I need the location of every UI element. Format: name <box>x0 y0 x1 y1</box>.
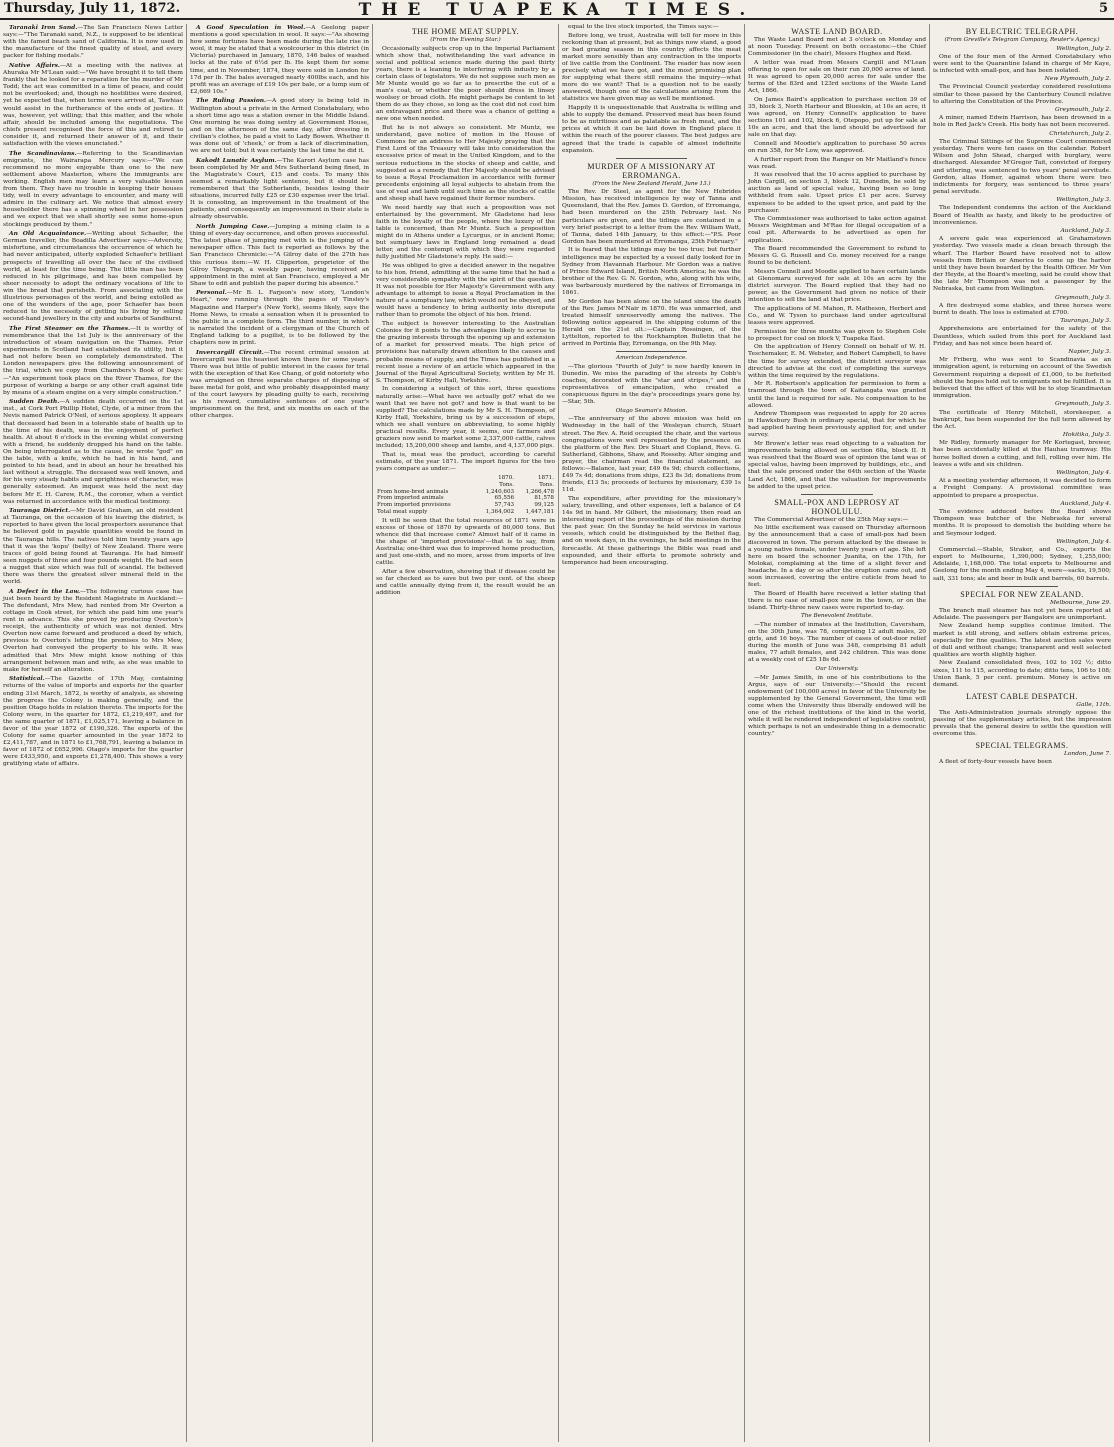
news-item <box>190 24 369 96</box>
news-item <box>190 223 369 288</box>
news-item <box>3 507 183 586</box>
meat-supply-table <box>376 475 555 516</box>
telegram-text: A severe gale was experienced at Grahamstown yesterday. Two vessels made a clean breach through the wharf. The Harbor Board have resolved not to allow vessels from Britain or America to come up the harbor until they have been boarded by the Health Officer. Mr Von der Heyde, at the Board's meeting, said he could show that the late Mr Thompson was not a passenger by the Nebraska, but came from Wellington. <box>933 236 1111 292</box>
column-5 <box>744 24 929 1442</box>
table-cell: 99,125 <box>534 502 554 509</box>
telegram-text: Mr Friberg, who was sent to Scandinavia as an immigration agent, is returning on account of the Swedish Government requiring a deposit of £1,000, to be forfeited should the hopes held out to emigrants not be fulfilled. It is believed that the effect of this will be to stop Scandinavian immigration. <box>933 357 1111 399</box>
paragraph: Connell and Moodie's application to purchase 50 acres on run 358, for Mr Low, was approved. <box>748 140 926 154</box>
paragraph: Andrew Thompson was requested to apply for 20 acres in Hawksbury Bush in ordinary special, that for which he had applied having been previously applied for, and under survey. <box>748 411 926 439</box>
telegram-dateline: London, June 7. <box>1063 751 1111 758</box>
paragraph: The Waste Land Board met at 3 o'clock on Monday and at noon Tuesday. Present on both occasions:—the Chief Commissioner (in the chair), Messrs Hughes and Reid. <box>748 37 926 58</box>
table-cell: 57,743 <box>494 502 515 509</box>
column-2 <box>186 24 372 1442</box>
newspaper-title: THE TUAPEKA TIMES. <box>358 0 756 20</box>
table-header-cell: 1870. <box>498 475 515 482</box>
item-lead: Kakodt Lunatic Asylum. <box>196 156 277 164</box>
item-lead: A Defect in the Law. <box>9 587 81 595</box>
paragraph: Before long, we trust, Australia will tell for more in this reckoning than at present, but as things now stand, a good or bad grazing season in this country affects the meat market more sensibly than any contraction in the imports of live cattle from the Continent. The reader has now seen precisely what we have got, and the most promising plan for supplying what there still remains the inquiry—what more do we want? That is a question not to be easily answered, though one of the calculations arising from the statistics we have given may as well be mentioned. <box>562 32 741 103</box>
telegram-text: One of the four men of the Armed Constabulary who were sent to the Quarantine Island in charge of Mr Kaye, is infected with small-pox, and has been isolated. <box>933 53 1111 74</box>
item-lead: Taranaki Iron Sand. <box>9 24 78 31</box>
table-header-row <box>376 475 555 482</box>
table-row <box>376 489 555 496</box>
table-cell: 1,266,478 <box>525 488 554 495</box>
item-lead: North Jumping Case. <box>196 223 270 231</box>
telegram-dateline: Greymouth, July 3. <box>1054 294 1111 301</box>
table-cell: From home-bred animals <box>377 488 449 495</box>
column-6 <box>929 24 1114 1442</box>
telegram-dateline: Wellington, July 3. <box>1056 197 1111 204</box>
column-1 <box>0 24 186 1442</box>
item-text: —The Gazette of 17th May, containing returns of the value of imports and exports for the quarter ending 31st March, 1872, is worthy of analysis, as showing the progress the Colony is making generally, and the position Otago holds in relation thereto. The imports for the Colony were, in the quarter for 1872, £1,219,497, and for the same quarter of 1871, £1,025,171, leaving a balance in favor of the year 1872 of £190,326. The exports of the Colony for same quarter amounted in the year 1872 to £2,411,787, and in 1871 to £1,768,791, leaving a balance in favor of 1872 of £652,996. Otago's imports for the quarter were £433,950, and exports £1,278,400. This shows a very gratifying state of affairs. <box>3 676 183 768</box>
telegram-dateline: Napier, July 3. <box>1068 349 1111 356</box>
table-header-cell: 1871. <box>537 475 554 482</box>
item-lead: A Good Speculation in Wool. <box>196 24 306 31</box>
divider <box>616 351 688 352</box>
paragraph: equal to the live stock imported, the Times says:— <box>568 24 719 30</box>
telegram-text: At a meeting yesterday afternoon, it was decided to form a Freight Company. A provisional committee was appointed to prepare a prospectus. <box>933 478 1111 499</box>
news-item <box>3 588 183 674</box>
article-heading: MURDER OF A MISSIONARY AT ERROMANGA. <box>587 161 716 180</box>
item-lead: The Scandinavians. <box>9 149 77 157</box>
item-lead: The Ruling Passion. <box>196 97 267 105</box>
paragraph: New Zealand consolidated fives, 102 to 102 ½; ditto sixes, 111 to 115, according to date; ditto tens, 106 to 108; Union Bank, 5 per cent. premium. Money is active on demand. <box>933 660 1111 688</box>
paragraph: After a few observation, showing that if disease could be so far checked as to save but two per cent. of the sheep and cattle annually dying from it, the result would be an addition <box>376 568 555 597</box>
telegram-dateline: Auckland, July 3. <box>1060 228 1111 235</box>
paragraph: No little excitement was caused on Thursday afternoon by the announcement that a case of small-pox had been discovered in town. The person attacked by the disease is a young native female, under twenty years of age. She left here on board the schooner Juanita, on the 17th, for Molokai, complaining at the time of a slight fever and headache. In a day or so after the eruption came out, and soon increased, covering the entire cuticle from head to feet. <box>748 525 926 589</box>
item-text: —Mr David Graham, an old resident at Tauranga, on the occasion of his leaving the district, is reported to have given the local prospectors assurance that he believed gold in payable quantities would be found in the Tauranga hills. The natives told him twenty years ago that it was the 'kopu' (belly) of New Zealand. There were traces of gold being found at Tauranga. He had himself seen nuggets of three and four pounds weight. He had seen a nugget that size which was full of scandal. He believed there was there the greatest silver mineral field in the world. <box>3 508 183 586</box>
table-row <box>376 495 555 502</box>
subheading: The Benevolent Institute. <box>801 613 873 620</box>
table-units-row <box>376 482 555 489</box>
telegram-dateline: Wellington, July 4. <box>1056 470 1111 477</box>
table-unit-cell: Tons. <box>499 481 515 488</box>
article-heading: BY ELECTRIC TELEGRAPH. <box>965 27 1079 36</box>
subheading: Our University. <box>815 666 859 672</box>
paragraph: New Zealand hemp supplies continue limited. The market is still strong, and sellers obtain extreme prices, especially for fine qualities. The latest auction sales were of dull and without change; transparent and well selected qualities are worth slightly higher. <box>933 623 1111 658</box>
paragraph: On the application of Henry Connell on behalf of W. H. Teschemaker, E. M. Webster, and Robert Campbell, to have the time for survey extended, the district surveyor was directed to advise at the cost of completing the surveys within the time required by the regulations. <box>748 344 926 379</box>
paragraph: The Rev. Dr Steel, as agent for the New Hebrides Mission, has received intelligence by way of Tanna and Queensland, that the Rev. James D. Gordon, of Erromanga, had been murdered on the 25th February last. No particulars are given, and the tidings are contained in a very brief postscript to a letter from the Rev. William Watt, of Tanna, dated 14th January, to this effect:—"P.S. Poor Gordon has been murdered at Erromanga, 25th February." <box>562 189 741 245</box>
telegram-dateline: Wellington, July 4. <box>1056 539 1111 546</box>
paragraph: The applications of M. Mahon, R. Matheson, Herbert and Co., and W. Tyson to purchase land under agricultural leases were approved. <box>748 305 926 327</box>
telegram-text: The Criminal Sittings of the Supreme Court commenced yesterday. There were ten cases on the calendar. Robert Wilson and John Shead, charged with burglary, were discharged. Alexander M'Gregor Tait, convicted of forgery and uttering, was sentenced to two years' penal servitude. Gordon, alias Homer, against whom there were two indictments for forgery, was sentenced to three years' penal servitude. <box>933 139 1111 195</box>
item-lead: Tauranga District. <box>9 507 71 515</box>
paragraph: In considering a subject of this sort, three questions naturally arise:—What have we actually got? what do we want that we have not got? and how is that want to be supplied? The calculations made by Mr S. H. Thompson, of Kirby Hall, Yorkshire, bring us by a succession of steps, which we shall venture on abbreviating, to some highly practical results. Every year, it seems, our farmers and graziers now send to market some 2,337,000 cattle, calves included; 15,200,000 sheep and lambs, and 4,137,000 pigs. <box>376 386 555 450</box>
news-item <box>3 150 183 229</box>
telegram-dateline: Auckland, July 4. <box>1060 501 1111 508</box>
telegram-text: The evidence adduced before the Board shows Thompson was butcher of the Nebraska for several months. It is proposed to demolish the building where he and Seymour lodged. <box>933 509 1111 537</box>
paragraph: A further report from the Ranger on Mr Maitland's fence was read. <box>748 156 926 170</box>
divider <box>986 586 1057 587</box>
paragraph: On James Baird's application to purchase section 39 of 35, block 3, North Harbour and Blueskin, at 10s an acre, it was agreed, on Henry Connell's application to have sections 101 and 102, block 6, Otepopo, put up for sale at 10s an acre, and that the land should be advertised for sale on that day. <box>748 96 926 139</box>
table-total-cell: Total meat supply <box>377 509 428 516</box>
table-total-cell: 1,364,002 <box>485 509 515 516</box>
paragraph: —The number of inmates at the Institution, Caversham, on the 30th June, was 78, comprising 12 adult males, 20 girls, and 16 boys. The number of cases of out-door relief during the month of June was 348, comprising 81 adult males, 77 adult females, and 242 children. This was done at a weekly cost of £25 18s 6d. <box>748 621 926 664</box>
telegram-dateline: Christchurch, July 2. <box>1049 131 1111 138</box>
item-lead: Invercargill Circuit. <box>196 348 264 356</box>
table-header-cell <box>376 475 475 482</box>
table-cell: 65,556 <box>494 495 515 502</box>
telegram-dateline: Greymouth, July 2. <box>1054 107 1111 114</box>
item-text: —At a meeting with the natives at Ahuraka Mr M'Lean said:—"We have brought it to tell them frankly that he looked for a reparation for the murder of Mr Todd; the act was committed in a time of peace, and could not be overlooked; and, though no hostilities were desired, yet he expected that, when terms were arrived at, Tawhiao would assist in the furtherance of the ends of justice. It was, however, yet willing; that this matter, and the whole affair, should be included among the negotiations. The chiefs present recognised the force of this and retired to consider it, and returned their answer of it, and their satisfaction with the views enunciated." <box>3 62 183 147</box>
item-text: —The following curious case has just been heard by the Resident Magistrate in Auckland:—The defendant, Mrs Mew, had rented from Mr Overton a cottage in Cook street, for which she paid him one year's rent in advance. This she proved by producing Overton's receipt, the authenticity of which was not denied. Mrs Overton now came forward and produced a deed by which, previous to Overton's letting the premises to Mrs Mew, Overton had conveyed the property to his wife. It was admitted that Mrs Mew might know nothing of this arrangement between man and wife, as she was unable to make for herself an alteration. <box>3 588 183 673</box>
news-item <box>3 62 183 148</box>
news-item <box>190 289 369 347</box>
paragraph: Mr Brown's letter was read objecting to a valuation for improvements being allowed on section 60a, block II. It was resolved that the Board was of opinion the land was of special value, having been improved by buildings, etc., and that the sale proceed under the 64th section of the Waste Land Act, 1866, and that the valuation for improvements be added to the upset price. <box>748 441 926 490</box>
table-cell: From imported animals <box>377 495 444 502</box>
article-heading: SMALL-POX AND LEPROSY AT HONOLULU. <box>774 497 900 516</box>
paragraph: Happily it is unquestionable that Australia is willing and able to supply the demand. Preserved meat has been found to be as nutritious and as palatable as fresh meat, and the prices at which it can be laid down in England place it within the reach of the poorer classes. The best judges are agreed that the trade is capable of almost indefinite expansion. <box>562 105 741 154</box>
telegram-dateline: Galle, 11th. <box>1076 701 1111 708</box>
article-heading: SPECIAL FOR NEW ZEALAND. <box>960 589 1084 599</box>
paragraph: Mr R. Robertson's application for permission to form a tramroad through the town of Kaitangata was granted until the land is required for sale. No compensation to be allowed. <box>748 381 926 409</box>
telegram-text: Mr Ridley, formerly manager for Mr Kortegast, brewer, has been accidentally killed at the Hauhau tramway. His horse bolted down a cutting, and fell, rolling over him. He leaves a wife and six children. <box>933 440 1111 468</box>
paragraph: But he is not always so consistent. Mr Muntz, we understand, gave notice of motion in the House of Commons for an address to Her Majesty praying that the First Lord of the Treasury will take into consideration the excessive price of meat in the United Kingdom, and to the serious reductions in the stocks of sheep and cattle, and suggested as a remedy that Her Majesty should be advised to issue a Royal Proclamation in accordance with former precedents enjoining all loyal subjects to abstain from the use of veal and lamb until such time as the stocks of cattle and sheep shall have regained their former numbers. <box>376 125 555 202</box>
table-cell: 81,578 <box>534 495 554 502</box>
telegram-dateline: Melbourne, June 29. <box>1049 599 1111 606</box>
item-text: —A sudden death occurred on the 1st inst., at Cork Port Phillip Hotel, Clyde, of a miner from the Nevis named Patrick O'Neil, of serious apoplexy. It appears that deceased had been in a tolerable state of health up to the time of his death, was in the enjoyment of perfect health. At about 6 o'clock in the evening whilst conversing with a friend, he suddenly dropped his hand on the table. On being interrogated as to the cause, he wrote "god" on the table, with a knife, which he had in his hand, and pointed to his head, and in about an hour he breathed his last without a struggle. The deceased was well known, and for his very steady habits and uprightness of character, was generally esteemed. An inquest was held the next day before Mr E. H. Carew, R.M., the coroner, when a verdict was returned in accordance with the medical testimony. <box>3 399 183 505</box>
table-total-cell: 1,447,181 <box>525 509 554 516</box>
article-source: (From the Evening Star.) <box>430 37 501 43</box>
paragraph: The Board of Health have received a letter stating that there is no case of small-pox now in the town, or on the island. Thirty-three new cases were reported to-day. <box>748 590 926 611</box>
news-item <box>190 349 369 421</box>
paragraph: We need hardly say that such a proposition was not entertained by the government. Mr Gladstone had less faith in the loyalty of the people, where the luxury of the table is concerned, than Mr Muntz. Such a proposition might do in Athens under a Lycurgus, or in ancient Rome; but sumptuary laws in England long remained a dead letter, and the contempt with which they were regarded fully justified Mr Gladstone's reply. He said:— <box>376 204 555 261</box>
item-text: —The San Francisco News Letter says:—"The Taranaki sand, N.Z., is supposed to be identical with the famed beach sand of California. It is now used in the manufacture of the finest quality of steel, and every packer for fishing medals." <box>3 25 183 60</box>
item-text: —Writing about Schaefer, the German traveller, the Boadilla Advertiser says:—Adversity, misfortune, and circumstances the occurrence of which he had never anticipated, utterly exploded Schaefer's brilliant prospects of travelling all over the face of the civilised world, at least for the time being. The little man has been reduced in his pilgrimage, and has been compelled by sheer necessity to adopt the ordinary vocations of life to win the bread that perisheth. From associating with the illustrious personages of the world, and being extolled as one of the wonders of the age, poor Schaefer has been reduced to the necessity of getting his living by selling second-hand jewellery in the city and suburbs of Sandhurst. <box>3 231 183 323</box>
article-heading: WASTE LAND BOARD. <box>791 27 883 36</box>
telegram-dateline: Greymouth, July 3. <box>1054 401 1111 408</box>
paragraph: The Commissioner was authorised to take action against Messrs Weightman and M'Rae for illegal occupation of a coal pit. Afterwards to be advertised as open for application. <box>748 216 926 244</box>
telegram-text: A fire destroyed some stables, and three horses were burnt to death. The loss is estimated at £700. <box>933 302 1111 316</box>
telegram-dateline: Tauranga, July 3. <box>1060 318 1111 325</box>
paragraph: That is, meat was the product, according to careful estimate, of the year 1871. The import figures for the two years compare as under:— <box>376 451 555 472</box>
news-item <box>3 230 183 323</box>
paragraph: It will be seen that the total resources of 1871 were in excess of those of 1870 by upwards of 80,000 tons. But whence did that increase come? Almost half of it came in the shape of 'imported provisions'—that is to say, from Australia; one-third was due to improved home production, and just one-sixth, and no more, arose from imports of live cattle. <box>376 517 555 567</box>
item-lead: An Old Acquaintance. <box>9 230 87 238</box>
telegram-text: The Provincial Council yesterday considered resolutions similar to those passed by the Canterbury Council relative to altering the Constitution of the Province. <box>933 84 1111 105</box>
paragraph: Messrs Connell and Moodie applied to have certain lands at Glenomaru surveyed for sale at 10s an acre by the district surveyor. The Board replied that they had no power, as the Government had given no notice of their intention to sell the land at that price. <box>748 268 926 304</box>
paragraph: A fleet of forty-four vessels have been <box>939 759 1052 766</box>
table-row <box>376 502 555 509</box>
paragraph: It was resolved that the 10 acres applied to purchase by John Cargill, on section 3, block 12, Dunedin, be sold by auction as land of special value, having been so long withheld from sale. Upset price £1 per acre. Survey expenses to be added to the upset price, and paid by the purchaser. <box>748 172 926 214</box>
paragraph: The branch mail steamer has not yet been reported at Adelaide. The passengers per Bangalore are unimportant. <box>933 607 1111 621</box>
item-lead: The First Steamer on the Thames. <box>9 324 131 332</box>
paragraph: The expenditure, after providing for the missionary's salary, travelling, and other expenses, left a balance of £4 14s 9d in hand. Mr Gilbert, the missionary, then read an interesting report of the proceedings of the mission during the past year. On the Sunday he held services in various vessels, which could be distinguished by the Bethel flag, and on week days, in the evenings, he held meetings in the forecastle. At these gatherings the Bible was read and expounded, and their efforts to promote sobriety and temperance had been encouraging. <box>562 495 741 566</box>
news-item <box>190 157 369 222</box>
paragraph: A letter was read from Messrs Cargill and M'Lean offering to open for sale on their run 20,000 acres of land. It was agreed to open 20,000 acres for sale under the terms of the 83rd and 123rd sections of the Waste Land Act, 1866. <box>748 59 926 95</box>
newspaper-columns <box>0 24 1114 1442</box>
telegram-text: A miner, named Edwin Harrison, has been drowned in a hole in Red Jack's Creek. His body has not been recovered. <box>933 115 1111 129</box>
table-total-row <box>376 509 555 516</box>
news-item <box>190 97 369 155</box>
issue-date: Thursday, July 11, 1872. <box>4 1 181 16</box>
item-text: —Mr B. L. Farjeon's new story, 'London's Heart,' now running through the pages of Tinsley's Magazine and Harper's (New York), seems likely, says the Home News, to create a sensation when it is presented to the public in a complete form. The third number, in which is narrated the incident of a clergyman of the Church of England talking to a pugilist, is to be followed by the chapters now in print. <box>190 290 369 347</box>
subheading: American Independence. <box>616 355 687 362</box>
item-text: —A Geelong paper mentions a good speculation in wool. It says:—"As showing how some fortunes have been made during the late rise in wool, it may be stated that a woolcourier in this district (in Victoria) purchased in January, 1870, 146 bales of washed locks at the rate of 6½d per lb. He kept them for some time, and in November, 1874, they were sold in London for 17d per lb. The bales averaged nearly 400lbs each, and his profit was an average of £19 10s per bale, or a lump sum of £2,669 10s." <box>190 25 369 95</box>
table-cell: 1,240,603 <box>485 488 515 495</box>
news-item <box>3 325 183 397</box>
paragraph: The Board recommended the Government to refund to Messrs G. G. Russell and Co. money received for a range found to be deficient. <box>748 246 926 267</box>
divider <box>801 494 872 495</box>
item-text: —It is worthy of remembrance that the 1st July is the anniversary of the introduction of steam navigation on the Thames. Prior experiments in Scotland had established its utility, but it had not before been so completely demonstrated. The London newspapers give the following announcement of the trial, which we copy from Chambers's Book of Days:—"An experiment took place on the River Thames, for the purpose of working a barge or any other craft against tide by means of a steam engine on a very simple construction." <box>3 325 183 396</box>
news-item <box>3 398 183 505</box>
telegram-dateline: Wellington, July 2. <box>1056 45 1111 52</box>
paragraph: Mr Gordon has been alone on the island since the death of the Rev. James M'Nair in 1870. He was unmarried, and treated himself unreservedly among the natives. The following notice appeared in the shipping column of the Herald on the 21st ult.:—Captain Rossingen, of the Lyttelton, reported to the Rockhampton Bulletin that he arrived in Portinia Bay, Erromanga, on the 9th May. <box>562 298 741 348</box>
table-unit-cell <box>376 482 475 489</box>
paragraph: The Commercial Advertiser of the 25th May says:— <box>754 516 909 523</box>
telegram-text: The certificate of Henry Mitchell, storekeeper, a bankrupt, has been suspended for the full term allowed by the Act. <box>933 409 1111 430</box>
page-number: 5 <box>1098 1 1108 16</box>
article-heading: SPECIAL TELEGRAMS. <box>975 741 1069 751</box>
item-text: —Jumping a mining claim is a thing of every-day occurrence, and often proves successful. The latest phase of jumping met with is the jumping of a newspaper office. This fact is reported as follows by the San Francisco Chronicle:—"A Gilroy date of the 27th has this curious item:—W. H. Clipperton, proprietor of the Gilroy Telegraph, a weekly paper, having received an appointment in the mint at San Francisco, employed a Mr Shaw to edit and publish the paper during his absence." <box>190 224 369 287</box>
telegram-text: The Independent condemns the action of the Auckland Board of Health as hasty, and likely to be productive of inconvenience. <box>933 205 1111 226</box>
item-lead: Statistical. <box>9 675 45 683</box>
item-text: —A good story is being told in Wellington about a private in the Armed Constabulary, who a short time ago was a station owner in the Middle Island. One morning he was doing sentry at Government House, and on the afternoon of the same day, after dressing in civilian's clothes, he paid a visit to Lady Bowen. Whether it was done out of 'cheek,' or from a lack of discrimination, we are not told; but it was certainly the last time he did it. <box>190 98 369 155</box>
article-heading: THE HOME MEAT SUPPLY. <box>411 27 520 36</box>
news-item <box>3 24 183 60</box>
item-lead: Personal. <box>196 289 227 297</box>
item-text: —The Karori Asylum case has been completed by Mr and Mrs Sutherland being fined, in the Magistrate's Court, £15 and costs. To many this seemed a remarkably light sentence, but it should be remembered that the Sutherlands, besides losing their situations, incurred fully £25 or £30 expense over the trial. It is consoling, an improvement in the treatment of the patients, and consequently an improvement in their state is already observable. <box>190 157 369 221</box>
item-lead: Sudden Death. <box>9 398 60 406</box>
telegram-dateline: Hokitika, July 3. <box>1062 432 1111 439</box>
article-source: (From Greville's Telegram Company, Reuter's Agency.) <box>944 37 1100 43</box>
paragraph: It is feared that the tidings may be too true; but further intelligence may be expected by a vessel daily looked for in Sydney from Havannah Harbour. Mr Gordon was a native of Prince Edward Island, British North America; he was the brother of the Rev. G. N. Gordon, who, along with his wife, was barbarously murdered by the natives of Erromanga in 1861. <box>562 247 741 296</box>
paragraph: Permission for three months was given to Stephen Cole to prospect for coal on block V, Tuapeka East. <box>748 328 926 342</box>
paragraph: Occasionally subjects crop up in the Imperial Parliament which show that, notwithstanding the vast advance in social and political science made during the past thirty years, there is a leaning to interfering with industry by a certain class of legislators. We do not suppose such men as Mr Muntz would go so far as to prescribe the cut of a man's coat, or whether the poor should dress in linsey woolsey or broad cloth. He might perhaps be content to let them do as they chose, so long as the cost did not cost him an extravagant price and there was a chance of getting a new one when needed. <box>376 45 555 123</box>
column-4 <box>558 24 744 1442</box>
item-text: —Referring to the Scandinavian emigrants, the Wairarapa Mercury says:—"We can recommend no more enjoyable than one to the new settlement above Masterton, where the immigrants are working. English men may learn a very valuable lesson from them. They have no trouble in keeping their houses tidy, well in every advantage to encounter, and many will admire in the culinary art. We notice that almost every householder there has a spinning wheel in her possession and we expect that we shall shortly see some home-spun stockings produced by them." <box>3 150 183 228</box>
telegram-dateline: New Plymouth, July 2. <box>1044 76 1111 83</box>
subheading: Otago Seaman's Mission. <box>615 407 688 414</box>
telegram-text: Apprehensions are entertained for the safety of the Dauntless, which sailed from this port for Auckland last Friday, and has not since been heard of. <box>933 326 1111 347</box>
paragraph: The subject is however interesting to the Australian Colonies for it points to the advantages likely to accrue to the grazing interests through the opening up and extension of a market for preserved meats. The high price of provisions has naturally drawn attention to the causes and probable means of supply, and the Times has published in a recent issue a review of an article which appeared in the Journal of the Royal Agricultural Society, written by Mr H. S. Thompson, of Kirby Hall, Yorkshire. <box>376 321 555 384</box>
article-source: (From the New Zealand Herald, June 13.) <box>592 180 711 187</box>
paragraph: —The glorious "Fourth of July" is now hardly known in Dunedin. We miss the parading of the streets by Cobb's coaches, decorated with the "star and stripes," and the representatives of emancipation, who created a conspicuous figure in the day's proceedings years gone by.—Star, 5th. <box>562 363 741 406</box>
divider <box>616 158 688 159</box>
paragraph: He was obliged to give a decided answer in the negative to his hon. friend, admitting at the same time that he had a very considerable sympathy with the spirit of the question. It was not possible for Her Majesty's Government with any advantage to attempt to issue a Royal Proclamation in the nature of a sumptuary law, which would not be obeyed, and would have a tendency to bring authority into disrepute rather than to promote the object of his hon. friend. <box>376 262 555 319</box>
masthead <box>0 0 1114 20</box>
paragraph: The Anti-Administration journals strongly oppose the passing of the supplementary articles, but the impression prevails that the general desire to settle the question will overcome this. <box>933 709 1111 738</box>
table-unit-cell: Tons. <box>539 481 554 488</box>
column-3 <box>372 24 558 1442</box>
item-lead: Native Affairs. <box>9 61 60 69</box>
item-text: —The recent criminal session at Invercargill was the heaviest known there for some years. There was but little of public interest in the cases for trial with the exception of that Kee Chang, of gold notoriety who was arraigned on three separate charges of disposing of base metal for gold, and who probably disappointed many of the court lawyers by pleading guilty to each, receiving as his reward, cumulative sentences of one year's imprisonment on the first, and six months on each of the other charges. <box>190 349 369 420</box>
table-cell: From imported provisions <box>377 502 451 509</box>
telegram-text: Commercial.—Stable, Straker, and Co., exports the export to Melbourne, 1,390,000; Sydney, 1,255,000; Adelaide, 1,168,000. The total exports to Melbourne and Geelong for the month ending May 4, were—sacks, 19,500; salt, 331 tons; ale and beer in bulk and barrels, 60 barrels. <box>933 547 1111 582</box>
news-item <box>3 675 183 768</box>
paragraph: —Mr James Smith, in one of his contributions to the Argus, says of our University:—"Should the recent endowment (of 100,000 acres) in favor of the University be supplemented by the General Government, the time will come when the University thus liberally endowed will be one of the richest institutions of the kind in the world, while it will be rendered independent of legislative control, which perhaps is not an undesirable thing in a democratic country." <box>748 674 926 738</box>
paragraph: —The anniversary of the above mission was held on Wednesday in the hall of the Wesleyan church, Stuart street. The Rev. A. Reid occupied the chair, and the various congregations were well represented by the presence on the platform of the Rev. Drs Stuart and Copland, Revs. G. Sutherland, Gibbons, Shaw, and Rosseby. After singing and prayer, the chairman read the financial statement, as follows:—Balance, last year, £49 6s 9d; church collections, £49 7s 4d; donations from ships, £23 8s 3d; donations from friends, £13 5s; proceeds of lectures by missionary, £39 1s 11d. <box>562 416 741 494</box>
article-heading: LATEST CABLE DESPATCH. <box>966 691 1078 701</box>
